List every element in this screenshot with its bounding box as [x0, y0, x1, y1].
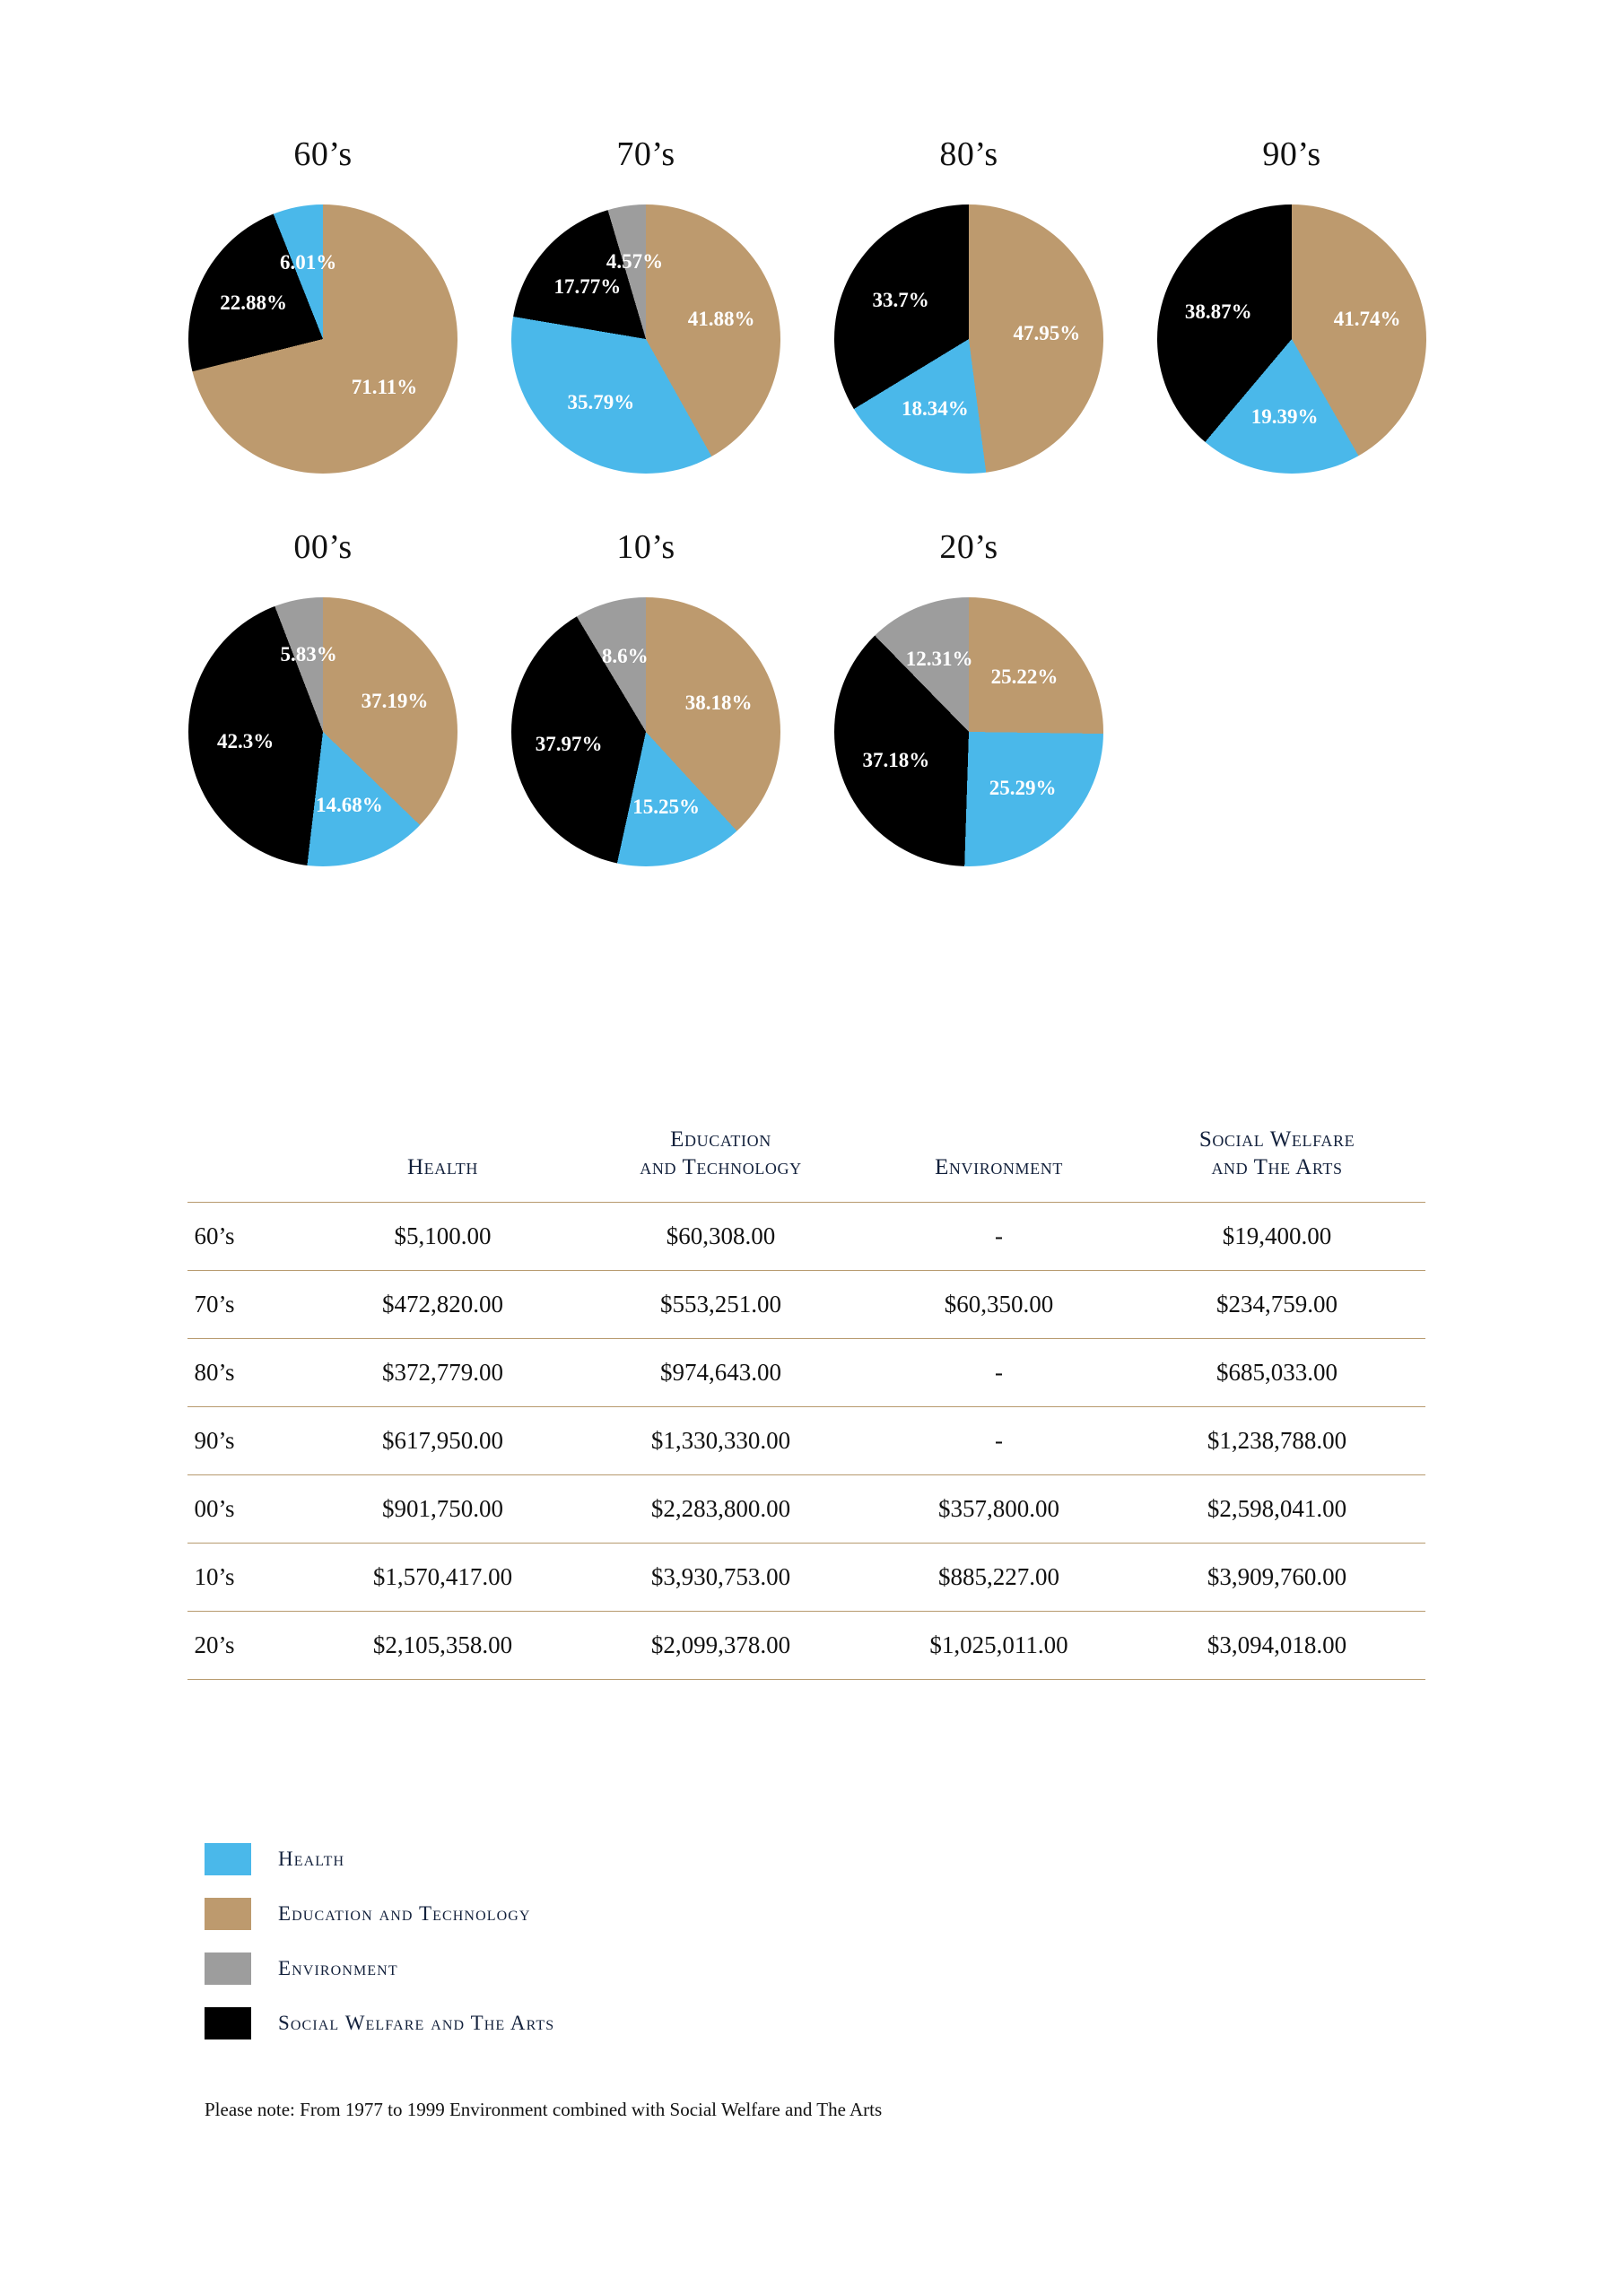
pie-row-top	[0, 135, 1612, 474]
legend-swatch-health	[205, 1843, 251, 1875]
pie-slices	[188, 204, 457, 474]
pie-charts-section	[0, 0, 1612, 866]
cell-education: $3,930,753.00	[573, 1543, 869, 1611]
cell-health: $5,100.00	[313, 1202, 573, 1270]
pie-slice-label: 4.57%	[606, 249, 664, 273]
pie-slice-label: 37.19%	[361, 689, 429, 712]
table-header-social: Social Welfare and The Arts	[1198, 1127, 1355, 1180]
pie-slice-label: 41.74%	[1333, 307, 1401, 330]
pie-row-bottom	[0, 527, 1612, 866]
pie-title-80s: 80’s	[939, 135, 998, 173]
cell-education: $974,643.00	[573, 1338, 869, 1406]
pie-chart-60s	[161, 135, 484, 474]
pie-canvas-10s	[511, 597, 780, 866]
cell-health: $372,779.00	[313, 1338, 573, 1406]
legend-swatch-social	[205, 2007, 251, 2039]
table-row	[187, 1611, 1425, 1679]
cell-health: $472,820.00	[313, 1270, 573, 1338]
pie-slice-label: 37.97%	[535, 733, 603, 756]
pie-title-70s: 70’s	[616, 135, 675, 173]
pie-slice-label: 17.77%	[553, 275, 622, 299]
legend-item-environment	[205, 1952, 1281, 1985]
pie-title-90s: 90’s	[1262, 135, 1321, 173]
cell-social: $234,759.00	[1129, 1270, 1425, 1338]
cell-environment: -	[869, 1338, 1129, 1406]
cell-environment: $60,350.00	[869, 1270, 1129, 1338]
pie-cell-empty	[1130, 527, 1453, 866]
legend-label-health: Health	[278, 1848, 345, 1870]
table-header-education: Education and Technology	[640, 1127, 802, 1180]
pie-canvas-60s	[188, 204, 457, 474]
pie-canvas-90s	[1157, 204, 1426, 474]
pie-slice-label: 33.7%	[872, 289, 929, 312]
cell-social: $1,238,788.00	[1129, 1406, 1425, 1474]
pie-slices	[511, 597, 780, 866]
row-label-80s: 80’s	[187, 1338, 313, 1406]
cell-environment: $357,800.00	[869, 1474, 1129, 1543]
pie-canvas-20s	[834, 597, 1103, 866]
legend-swatch-environment	[205, 1952, 251, 1985]
table-row	[187, 1338, 1425, 1406]
legend-label-social: Social Welfare and The Arts	[278, 2012, 555, 2034]
pie-title-20s: 20’s	[939, 528, 998, 566]
table-row	[187, 1202, 1425, 1270]
pie-title-10s: 10’s	[616, 528, 675, 566]
cell-health: $901,750.00	[313, 1474, 573, 1543]
pie-slice-label: 6.01%	[280, 250, 337, 274]
cell-environment: $885,227.00	[869, 1543, 1129, 1611]
pie-chart-20s	[807, 527, 1130, 866]
table-row	[187, 1543, 1425, 1611]
legend-item-health	[205, 1843, 1281, 1875]
table-row	[187, 1270, 1425, 1338]
legend	[205, 1843, 1281, 2062]
table-header-health: Health	[407, 1155, 478, 1180]
cell-environment: -	[869, 1406, 1129, 1474]
pie-canvas-70s	[511, 204, 780, 474]
pie-slice-label: 71.11%	[351, 375, 418, 398]
cell-education: $1,330,330.00	[573, 1406, 869, 1474]
row-label-10s: 10’s	[187, 1543, 313, 1611]
cell-social: $2,598,041.00	[1129, 1474, 1425, 1543]
pie-slice-label: 38.87%	[1184, 300, 1252, 324]
table-row	[187, 1474, 1425, 1543]
pie-canvas-80s	[834, 204, 1103, 474]
legend-item-social	[205, 2007, 1281, 2039]
pie-slices	[511, 204, 780, 474]
pie-slice-label: 22.88%	[220, 291, 287, 315]
row-label-00s: 00’s	[187, 1474, 313, 1543]
row-label-20s: 20’s	[187, 1611, 313, 1679]
cell-social: $685,033.00	[1129, 1338, 1425, 1406]
pie-slice-label: 14.68%	[315, 793, 383, 816]
pie-slice-label: 42.3%	[217, 729, 274, 752]
table-row	[187, 1406, 1425, 1474]
pie-chart-80s	[807, 135, 1130, 474]
cell-health: $2,105,358.00	[313, 1611, 573, 1679]
cell-health: $1,570,417.00	[313, 1543, 573, 1611]
pie-chart-90s	[1130, 135, 1453, 474]
cell-environment: $1,025,011.00	[869, 1611, 1129, 1679]
footnote: Please note: From 1977 to 1999 Environment combined with Social Welfare and The Arts	[205, 2099, 883, 2120]
data-table-section	[0, 1117, 1612, 1680]
pie-slice-label: 37.18%	[862, 748, 930, 771]
pie-slice-label: 25.29%	[989, 776, 1057, 799]
row-label-70s: 70’s	[187, 1270, 313, 1338]
cell-social: $3,909,760.00	[1129, 1543, 1425, 1611]
pie-slice-label: 41.88%	[687, 308, 755, 331]
cell-health: $617,950.00	[313, 1406, 573, 1474]
funding-table	[187, 1117, 1425, 1680]
pie-slice-label: 25.22%	[990, 665, 1059, 688]
pie-slice-label: 38.18%	[684, 691, 753, 715]
pie-slice-label: 18.34%	[901, 397, 969, 421]
legend-label-education: Education and Technology	[278, 1902, 531, 1925]
row-label-90s: 90’s	[187, 1406, 313, 1474]
pie-slice-label: 15.25%	[632, 795, 701, 818]
pie-slices	[1157, 204, 1426, 474]
legend-swatch-education	[205, 1898, 251, 1930]
legend-item-education	[205, 1898, 1281, 1930]
pie-chart-00s	[161, 527, 484, 866]
cell-education: $2,099,378.00	[573, 1611, 869, 1679]
pie-slice-label: 47.95%	[1013, 322, 1081, 345]
table-header-environment: Environment	[935, 1155, 1063, 1180]
pie-slice-label: 8.6%	[601, 645, 649, 668]
pie-slice-label: 5.83%	[280, 643, 337, 666]
cell-environment: -	[869, 1202, 1129, 1270]
pie-slices	[834, 597, 1103, 866]
row-label-60s: 60’s	[187, 1202, 313, 1270]
pie-slice-label: 19.39%	[1250, 404, 1319, 428]
cell-education: $553,251.00	[573, 1270, 869, 1338]
pie-slice-label: 12.31%	[905, 648, 973, 671]
cell-education: $60,308.00	[573, 1202, 869, 1270]
pie-title-60s: 60’s	[293, 135, 353, 173]
pie-slice-label: 35.79%	[567, 391, 635, 414]
legend-label-environment: Environment	[278, 1957, 398, 1979]
pie-chart-10s	[484, 527, 807, 866]
table-header-blank	[187, 1117, 313, 1202]
pie-canvas-00s	[188, 597, 457, 866]
pie-chart-70s	[484, 135, 807, 474]
cell-social: $3,094,018.00	[1129, 1611, 1425, 1679]
table-header-row	[187, 1117, 1425, 1202]
pie-title-00s: 00’s	[293, 528, 353, 566]
cell-social: $19,400.00	[1129, 1202, 1425, 1270]
cell-education: $2,283,800.00	[573, 1474, 869, 1543]
